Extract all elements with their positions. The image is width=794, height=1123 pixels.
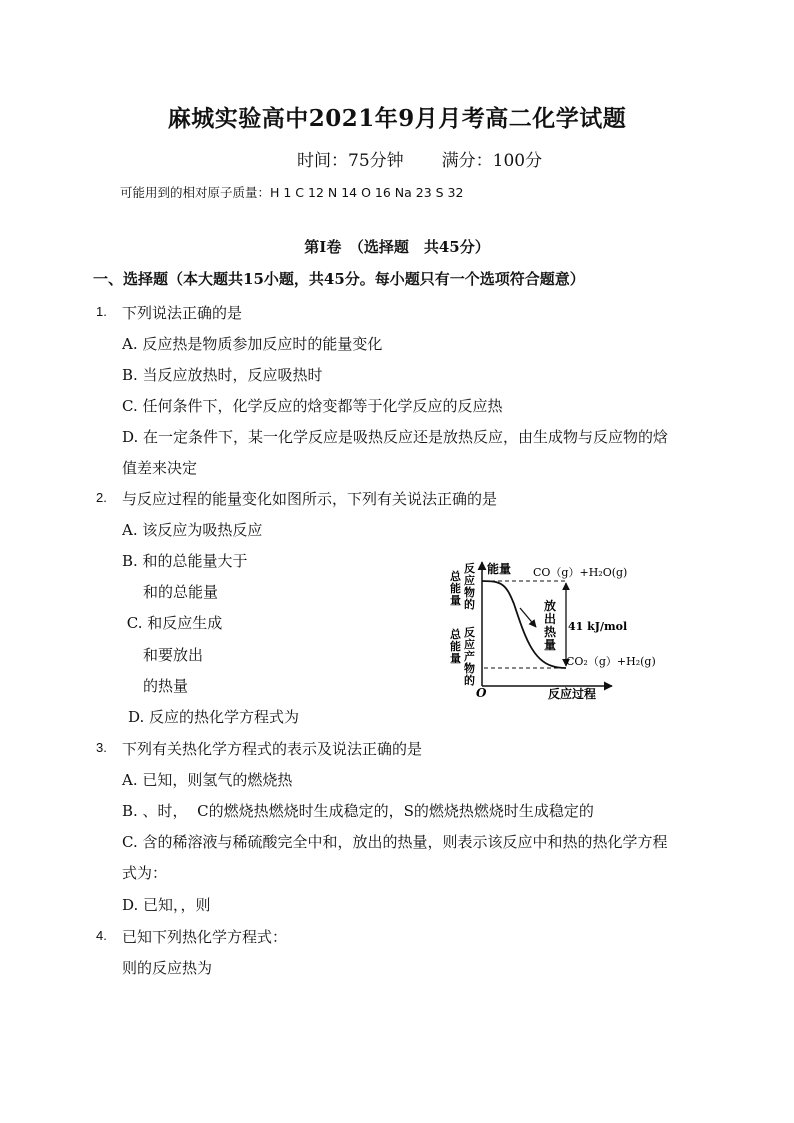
svg-text:量: 量 bbox=[544, 638, 557, 652]
product-energy-label bbox=[450, 625, 475, 687]
q2-stem: 与反应过程的能量变化如图所示，下列有关说法正确的是 bbox=[122, 490, 498, 508]
q3-number: 3. bbox=[96, 740, 107, 755]
y-axis-label: 能量 bbox=[487, 562, 512, 576]
q1-number: 1. bbox=[96, 304, 107, 319]
svg-text:物: 物 bbox=[464, 586, 475, 599]
q2-option-c-line3: 的热量 bbox=[143, 677, 189, 695]
q3-option-b: B. 、时， C的燃烧热燃烧时生成稳定的，S的燃烧热燃烧时生成稳定的 bbox=[122, 802, 594, 820]
q1-stem: 下列说法正确的是 bbox=[122, 304, 243, 322]
q2-option-c-line2: 和要放出 bbox=[143, 646, 204, 664]
svg-text:产: 产 bbox=[464, 650, 475, 663]
q1-option-c: C. 任何条件下，化学反应的焓变都等于化学反应的反应热 bbox=[122, 397, 503, 415]
q1-option-d-line1: D. 在一定条件下，某一化学反应是吸热反应还是放热反应，由生成物与反应物的焓 bbox=[122, 428, 669, 446]
bottom-species-label: CO₂（g）+H₂(g) bbox=[566, 655, 656, 668]
top-species-label: CO（g）+H₂O(g) bbox=[533, 566, 628, 579]
q3-stem: 下列有关热化学方程式的表示及说法正确的是 bbox=[122, 740, 423, 758]
svg-text:应: 应 bbox=[464, 574, 475, 587]
svg-text:放: 放 bbox=[544, 599, 557, 613]
svg-text:出: 出 bbox=[544, 612, 557, 626]
part-heading: 第Ⅰ卷 （选择题 共45分） bbox=[304, 238, 490, 256]
q1-option-b: B. 当反应放热时，反应吸热时 bbox=[122, 366, 323, 384]
exam-time: 时间：75分钟 bbox=[297, 151, 404, 171]
q1-option-d-line2: 值差来决定 bbox=[122, 459, 198, 477]
svg-text:反: 反 bbox=[464, 626, 475, 639]
q3-option-c-line1: C. 含的稀溶液与稀硫酸完全中和，放出的热量，则表示该反应中和热的热化学方程 bbox=[122, 833, 668, 851]
release-label bbox=[544, 598, 557, 652]
q2-option-b-line2: 和的总能量 bbox=[143, 583, 219, 601]
svg-text:量: 量 bbox=[450, 652, 461, 665]
q3-option-a: A. 已知，则氢气的燃烧热 bbox=[122, 771, 293, 789]
delta-label: 41 kJ/mol bbox=[568, 620, 628, 633]
svg-text:热: 热 bbox=[544, 625, 557, 639]
svg-text:能: 能 bbox=[450, 640, 461, 653]
page-title: 麻城实验高中2021年9月月考高二化学试题 bbox=[167, 105, 627, 132]
svg-text:总: 总 bbox=[450, 628, 461, 641]
q2-option-c-line1: C. 和反应生成 bbox=[122, 614, 223, 632]
svg-text:能: 能 bbox=[450, 582, 461, 595]
q4-number: 4. bbox=[96, 928, 107, 943]
reactant-energy-label bbox=[450, 561, 475, 611]
exam-score: 满分：100分 bbox=[441, 151, 543, 171]
q2-option-a: A. 该反应为吸热反应 bbox=[122, 521, 263, 539]
section-heading: 一、选择题（本大题共15小题，共45分。每小题只有一个选项符合题意） bbox=[93, 270, 585, 288]
q3-option-d: D. 已知，，则 bbox=[122, 896, 211, 914]
q1-option-a: A. 反应热是物质参加反应时的能量变化 bbox=[122, 335, 383, 353]
svg-text:物: 物 bbox=[464, 662, 475, 675]
svg-text:总: 总 bbox=[450, 570, 461, 583]
energy-diagram bbox=[440, 552, 656, 702]
q3-option-c-line2: 式为： bbox=[122, 864, 168, 882]
svg-text:的: 的 bbox=[464, 674, 475, 687]
q2-option-d: D. 反应的热化学方程式为 bbox=[128, 708, 300, 726]
atomic-masses: 可能用到的相对原子质量：H 1 C 12 N 14 O 16 Na 23 S 32 bbox=[120, 185, 464, 200]
x-axis-label: 反应过程 bbox=[548, 687, 597, 701]
svg-text:的: 的 bbox=[464, 598, 475, 611]
exam-info bbox=[297, 146, 542, 171]
svg-text:应: 应 bbox=[464, 638, 475, 651]
q4-line2: 则的反应热为 bbox=[122, 959, 213, 977]
release-arrow bbox=[520, 608, 536, 627]
svg-text:反: 反 bbox=[464, 562, 475, 575]
q2-option-b-line1: B. 和的总能量大于 bbox=[122, 552, 248, 570]
svg-text:量: 量 bbox=[450, 594, 461, 607]
q4-stem: 已知下列热化学方程式： bbox=[122, 928, 288, 946]
q2-number: 2. bbox=[96, 490, 107, 505]
origin-label: O bbox=[476, 686, 487, 700]
